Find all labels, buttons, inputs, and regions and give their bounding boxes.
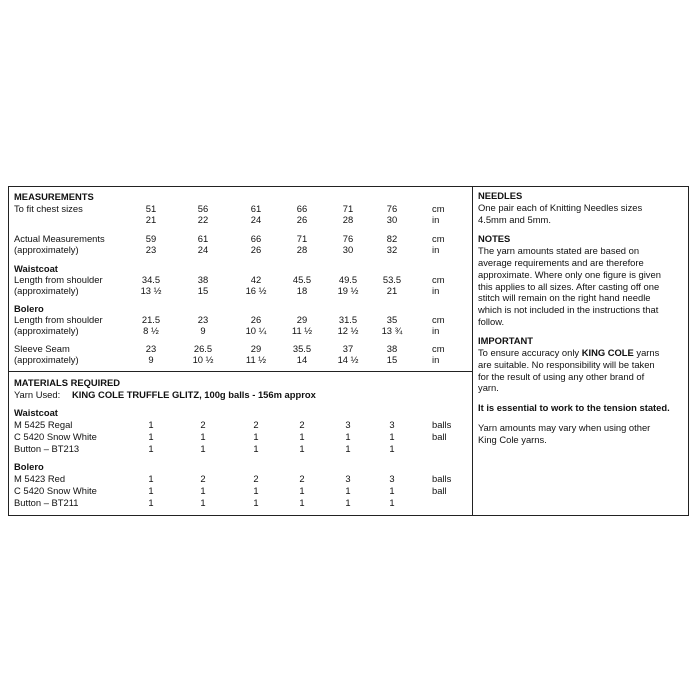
size-value-cell: 13 ¾ <box>381 325 403 336</box>
size-value-cell: 42 <box>250 274 262 285</box>
notes-line: follow. <box>478 315 505 327</box>
size-value-cell: 22 <box>197 214 209 225</box>
unit-label: in <box>432 354 440 365</box>
size-value-cell: 15 <box>197 285 209 296</box>
size-value-cell: 28 <box>296 244 308 255</box>
yarn-used-label: Yarn Used: <box>14 389 61 400</box>
size-value-cell: 3 <box>345 473 351 484</box>
needles-heading: NEEDLES <box>478 190 523 201</box>
size-value-cell: 2 <box>253 419 259 430</box>
row-label: To fit chest sizes <box>14 203 83 214</box>
size-value-cell: 35 <box>386 314 398 325</box>
size-value-cell: 30 <box>342 244 354 255</box>
size-value-cell: 14 ½ <box>337 354 359 365</box>
size-value-cell: 9 <box>200 325 206 336</box>
size-value-cell: 38 <box>197 274 209 285</box>
size-value-cell: 26 <box>250 244 262 255</box>
size-value-cell: 1 <box>253 443 259 454</box>
row-label: C 5420 Snow White <box>14 431 97 442</box>
size-value-cell: 8 ½ <box>143 325 159 336</box>
size-value-cell: 71 <box>296 233 308 244</box>
size-value-cell: 29 <box>250 343 262 354</box>
subsection-heading: Waistcoat <box>14 407 58 418</box>
size-value-cell: 10 ¼ <box>245 325 267 336</box>
column-divider <box>472 186 473 516</box>
size-value-cell: 82 <box>386 233 398 244</box>
size-value-cell: 11 ½ <box>291 325 313 336</box>
notes-line: average requirements and are therefore <box>478 257 644 269</box>
materials-heading: MATERIALS REQUIRED <box>14 377 121 388</box>
row-label: M 5425 Regal <box>14 419 73 430</box>
size-value-cell: 26 <box>296 214 308 225</box>
subsection-heading: Waistcoat <box>14 263 58 274</box>
size-value-cell: 19 ½ <box>337 285 359 296</box>
size-value-cell: 51 <box>145 203 157 214</box>
notes-line: stitch will remain on the right hand needle <box>478 292 651 304</box>
size-value-cell: 30 <box>386 214 398 225</box>
size-value-cell: 66 <box>296 203 308 214</box>
notes-line: approximate. Where only one figure is given <box>478 268 661 280</box>
row-label: Button – BT211 <box>14 497 79 508</box>
size-value-cell: 21 <box>386 285 398 296</box>
size-value-cell: 66 <box>250 233 262 244</box>
size-value-cell: 15 <box>386 354 398 365</box>
unit-label: balls <box>432 473 452 484</box>
important-line: yarn. <box>478 382 499 394</box>
size-value-cell: 1 <box>299 443 305 454</box>
size-value-cell: 23 <box>145 244 157 255</box>
row-label: (approximately) <box>14 244 79 255</box>
notes-line: this applies to all sizes. After casting off one <box>478 280 660 292</box>
unit-label: cm <box>432 274 445 285</box>
row-label: Sleeve Seam <box>14 343 70 354</box>
size-value-cell: 1 <box>148 485 154 496</box>
row-label: M 5423 Red <box>14 473 66 484</box>
size-value-cell: 9 <box>148 354 154 365</box>
row-label: Actual Measurements <box>14 233 105 244</box>
row-label: C 5420 Snow White <box>14 485 97 496</box>
unit-label: cm <box>432 314 445 325</box>
size-value-cell: 61 <box>250 203 262 214</box>
size-value-cell: 1 <box>299 431 305 442</box>
size-value-cell: 1 <box>148 443 154 454</box>
size-value-cell: 1 <box>148 473 154 484</box>
size-value-cell: 1 <box>200 497 206 508</box>
size-value-cell: 45.5 <box>292 274 312 285</box>
size-value-cell: 1 <box>200 431 206 442</box>
right-panel <box>478 190 688 445</box>
size-value-cell: 12 ½ <box>337 325 359 336</box>
unit-label: in <box>432 214 440 225</box>
size-value-cell: 34.5 <box>141 274 161 285</box>
size-value-cell: 1 <box>299 497 305 508</box>
size-value-cell: 32 <box>386 244 398 255</box>
yarn-used-value: KING COLE TRUFFLE GLITZ, 100g balls - 156m approx <box>72 389 316 400</box>
unit-label: cm <box>432 203 445 214</box>
size-value-cell: 24 <box>197 244 209 255</box>
size-value-cell: 2 <box>299 419 305 430</box>
size-value-cell: 18 <box>296 285 308 296</box>
unit-label: in <box>432 325 440 336</box>
size-value-cell: 59 <box>145 233 157 244</box>
unit-label: balls <box>432 419 452 430</box>
row-label: (approximately) <box>14 354 79 365</box>
size-value-cell: 23 <box>197 314 209 325</box>
size-value-cell: 71 <box>342 203 354 214</box>
size-value-cell: 10 ½ <box>192 354 214 365</box>
important-line: are suitable. No responsibility will be taken <box>478 359 655 371</box>
size-value-cell: 1 <box>345 443 351 454</box>
important-heading: IMPORTANT <box>478 335 534 347</box>
size-value-cell: 1 <box>200 485 206 496</box>
size-value-cell: 56 <box>197 203 209 214</box>
size-value-cell: 49.5 <box>338 274 358 285</box>
size-value-cell: 1 <box>299 485 305 496</box>
row-label: (approximately) <box>14 285 79 296</box>
size-value-cell: 14 <box>296 354 308 365</box>
size-value-cell: 3 <box>389 419 395 430</box>
size-value-cell: 24 <box>250 214 262 225</box>
notes-heading: NOTES <box>478 233 511 245</box>
unit-label: ball <box>432 431 447 442</box>
size-value-cell: 21.5 <box>141 314 161 325</box>
size-value-cell: 1 <box>389 485 395 496</box>
size-value-cell: 21 <box>145 214 157 225</box>
size-value-cell: 35.5 <box>292 343 312 354</box>
brand-name: KING COLE <box>581 347 634 359</box>
size-value-cell: 1 <box>253 485 259 496</box>
row-label: (approximately) <box>14 325 79 336</box>
size-value-cell: 38 <box>386 343 398 354</box>
size-value-cell: 1 <box>253 497 259 508</box>
footer-line: King Cole yarns. <box>478 433 547 445</box>
section-divider <box>8 371 473 372</box>
unit-label: cm <box>432 233 445 244</box>
size-value-cell: 1 <box>253 431 259 442</box>
row-label: Button – BT213 <box>14 443 80 454</box>
size-value-cell: 23 <box>145 343 157 354</box>
size-value-cell: 16 ½ <box>245 285 267 296</box>
size-value-cell: 1 <box>389 443 395 454</box>
needles-line: 4.5mm and 5mm. <box>478 213 551 225</box>
size-value-cell: 26.5 <box>193 343 213 354</box>
size-value-cell: 76 <box>342 233 354 244</box>
size-value-cell: 61 <box>197 233 209 244</box>
size-value-cell: 3 <box>345 419 351 430</box>
size-value-cell: 31.5 <box>338 314 358 325</box>
unit-label: in <box>432 285 440 296</box>
size-value-cell: 26 <box>250 314 262 325</box>
size-value-cell: 76 <box>386 203 398 214</box>
tension-note: It is essential to work to the tension stated. <box>478 402 670 414</box>
needles-line: One pair each of Knitting Needles sizes <box>478 202 643 213</box>
unit-label: cm <box>432 343 445 354</box>
size-value-cell: 11 ½ <box>245 354 267 365</box>
size-value-cell: 1 <box>200 443 206 454</box>
row-label: Length from shoulder <box>14 314 103 325</box>
size-value-cell: 13 ½ <box>140 285 162 296</box>
notes-line: The yarn amounts stated are based on <box>478 245 640 257</box>
size-value-cell: 1 <box>148 431 154 442</box>
size-value-cell: 1 <box>345 497 351 508</box>
size-value-cell: 1 <box>389 431 395 442</box>
important-line: for the result of using any other brand of <box>478 370 645 382</box>
size-value-cell: 29 <box>296 314 308 325</box>
important-line: To ensure accuracy only KING COLE yarns <box>478 347 660 359</box>
size-value-cell: 2 <box>200 473 206 484</box>
subsection-heading: Bolero <box>14 461 44 472</box>
size-value-cell: 53.5 <box>382 274 402 285</box>
size-value-cell: 1 <box>148 419 154 430</box>
size-value-cell: 1 <box>389 497 395 508</box>
size-value-cell: 2 <box>253 473 259 484</box>
size-value-cell: 2 <box>299 473 305 484</box>
row-label: Length from shoulder <box>14 274 103 285</box>
measurements-heading: MEASUREMENTS <box>14 191 94 202</box>
unit-label: ball <box>432 485 447 496</box>
footer-line: Yarn amounts may vary when using other <box>478 421 651 433</box>
size-value-cell: 3 <box>389 473 395 484</box>
size-value-cell: 37 <box>342 343 354 354</box>
size-value-cell: 28 <box>342 214 354 225</box>
size-value-cell: 1 <box>345 485 351 496</box>
notes-line: which is not included in the instructions that <box>478 303 659 315</box>
subsection-heading: Bolero <box>14 303 44 314</box>
size-value-cell: 1 <box>148 497 154 508</box>
size-value-cell: 1 <box>345 431 351 442</box>
size-value-cell: 2 <box>200 419 206 430</box>
unit-label: in <box>432 244 440 255</box>
